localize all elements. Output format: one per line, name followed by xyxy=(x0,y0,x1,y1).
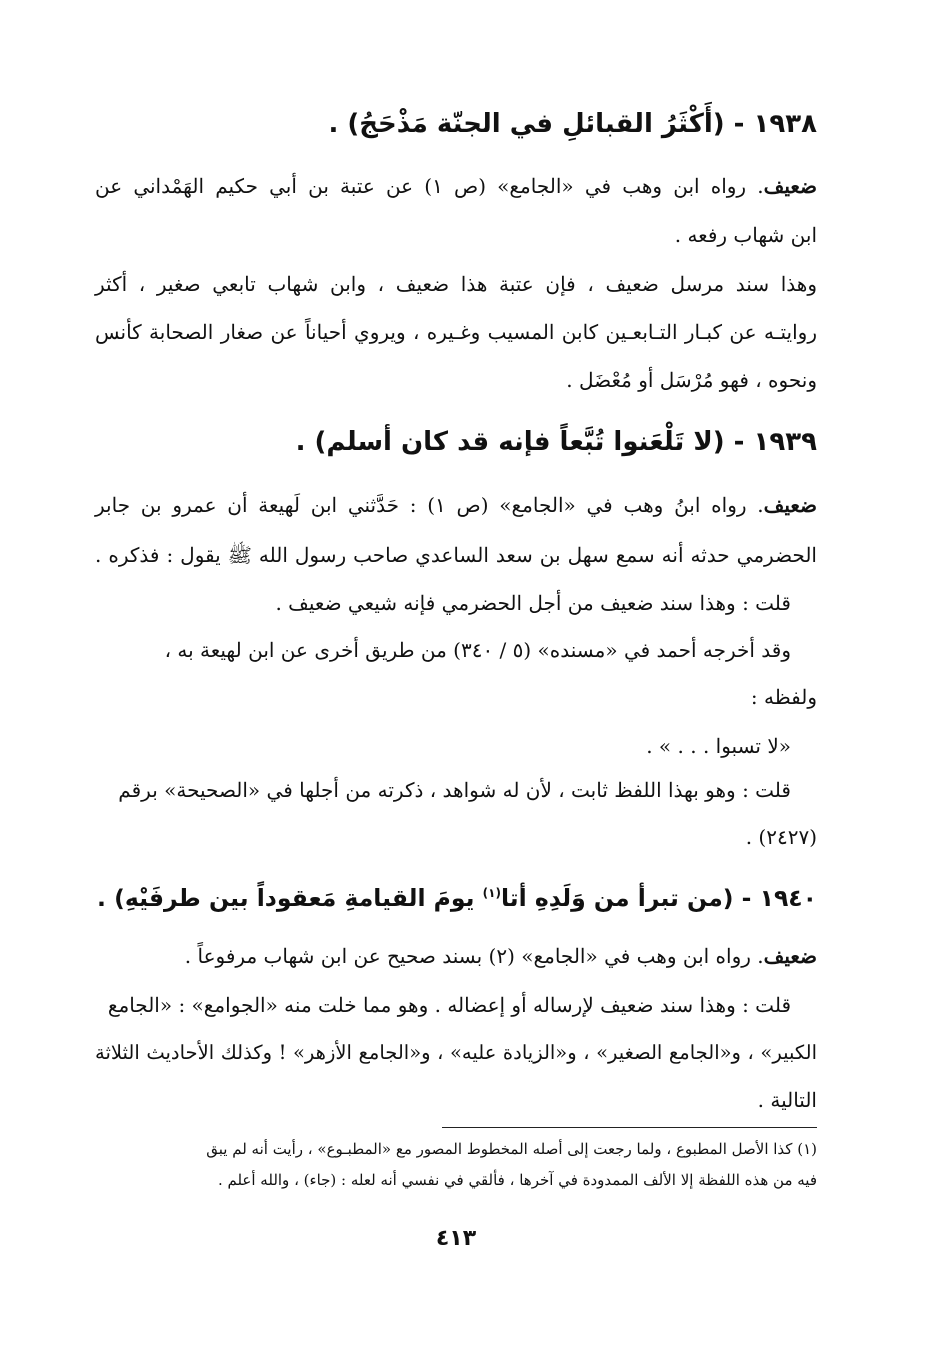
paragraph-line: وقد أخرجه أحمد في «مسنده» (٥ / ٣٤٠) من طريق أخرى عن ابن لهيعة به ، xyxy=(164,638,791,662)
entry-heading-1940 xyxy=(97,875,817,916)
quoted-text: «لا تسبوا . . . » . xyxy=(646,734,791,758)
heading-separator: - xyxy=(724,427,754,457)
entry-heading-1939 xyxy=(296,424,817,460)
grade-label: ضعيف xyxy=(763,174,817,198)
heading-separator: - xyxy=(733,883,760,912)
paragraph-line: روايتـه عن كبـار التـابعـين كابن المسيب وغـيره ، ويروي أحياناً عن صغار الصحابة كأنس xyxy=(95,320,817,344)
paragraph-line: قلت : وهذا سند ضعيف من أجل الحضرمي فإنه شيعي ضعيف . xyxy=(275,591,791,615)
paragraph-line xyxy=(185,942,817,970)
paragraph-line: الكبير» ، و«الجامع الصغير» ، و«الزيادة عليه» ، و«الجامع الأزهر» ! وكذلك الأحاديث الثلاثة xyxy=(95,1041,817,1064)
entry-title: (من تبرأ من وَلَدِهِ أتا xyxy=(500,883,734,912)
footnote-reference: (١) xyxy=(482,886,501,900)
footnote-divider xyxy=(442,1127,817,1128)
footnote-line: فيه من هذه اللفظة إلا الألف الممدودة في آخرها ، فألقي في نفسي أنه لعله : (جاء) ، والله أعلم . xyxy=(217,1171,817,1189)
page-number: ٤١٣ xyxy=(435,1226,477,1251)
entry-number: ١٩٣٩ xyxy=(753,427,817,457)
line-text: . رواه ابنُ وهب في «الجامع» (ص ١) : حَدَّثني ابن لَهيعة أن عمرو بن جابر xyxy=(95,493,764,517)
paragraph-line xyxy=(95,491,817,519)
paragraph-line: ولفظه : xyxy=(750,685,817,709)
paragraph-line xyxy=(95,172,817,200)
paragraph-line: الحضرمي حدثه أنه سمع سهل بن سعد الساعدي صاحب رسول الله ﷺ يقول : فذكره . xyxy=(95,543,817,567)
paragraph-line: التالية . xyxy=(757,1088,817,1112)
entry-heading-1938 xyxy=(328,106,817,142)
line-text: . رواه ابن وهب في «الجامع» (ص ١) عن عتبة بن أبي حكيم الهَمْداني عن xyxy=(95,174,764,198)
heading-separator: - xyxy=(724,109,754,139)
paragraph-line: ابن شهاب رفعه . xyxy=(674,223,817,247)
paragraph-line: قلت : وهذا سند ضعيف لإرساله أو إعضاله . وهو مما خلت منه «الجوامع» : «الجامع xyxy=(107,993,791,1017)
book-page xyxy=(95,0,817,1358)
paragraph-line: ونحوه ، فهو مُرْسَل أو مُعْضَل . xyxy=(566,368,817,392)
entry-number: ١٩٤٠ xyxy=(759,883,817,912)
line-text: . رواه ابن وهب في «الجامع» (٢) بسند صحيح عن ابن شهاب مرفوعاً . xyxy=(184,944,764,968)
paragraph-line: وهذا سند مرسل ضعيف ، فإن عتبة هذا ضعيف ، وابن شهاب تابعي صغير ، أكثر xyxy=(95,272,817,296)
entry-title: (لا تَلْعَنوا تُبَّعاً فإنه قد كان أسلم) . xyxy=(295,427,725,457)
grade-label: ضعيف xyxy=(763,944,817,968)
entry-number: ١٩٣٨ xyxy=(753,109,817,139)
entry-title: (أَكْثَرُ القبائلِ في الجنّة مَذْحَجُ) . xyxy=(328,109,725,139)
paragraph-line: قلت : وهو بهذا اللفظ ثابت ، لأن له شواهد ، ذكرته من أجلها في «الصحيحة» برقم xyxy=(118,778,791,802)
grade-label: ضعيف xyxy=(763,493,817,517)
footnote-line: (١) كذا الأصل المطبوع ، ولما رجعت إلى أصله المخطوط المصور مع «المطبـوع» ، رأيت أنه لم يبق xyxy=(206,1140,817,1158)
paragraph-line: (٢٤٢٧) . xyxy=(745,825,817,849)
entry-title-continued: يومَ القيامةِ مَعقوداً بين طرفَيْهِ) . xyxy=(96,883,483,912)
